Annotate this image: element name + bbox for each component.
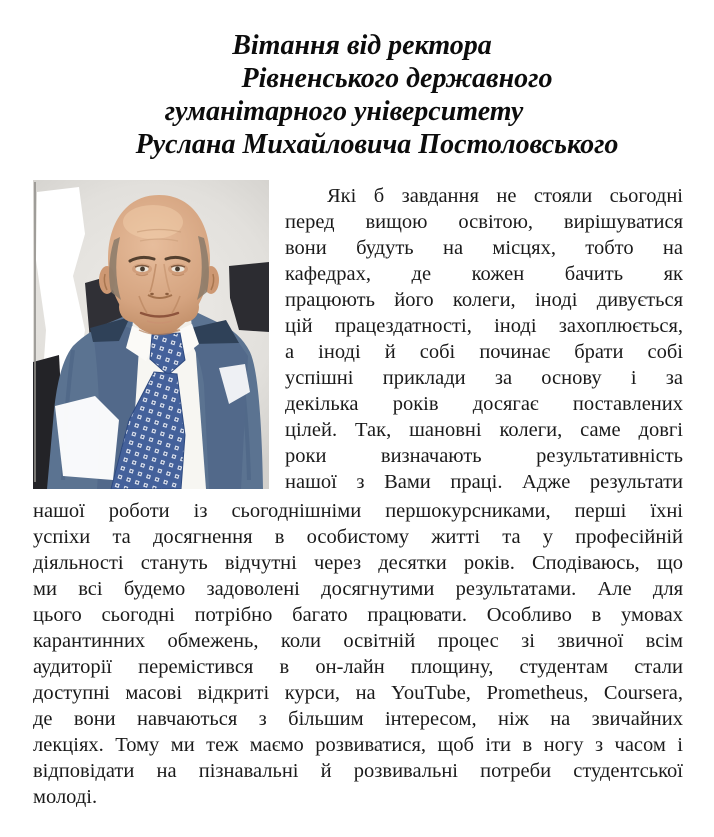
body-text-line: Які б завдання не стояли сьогодні <box>327 185 683 207</box>
title-line: гуманітарного університету <box>164 96 524 127</box>
page-title <box>0 0 714 161</box>
photo-and-text-row <box>33 180 683 495</box>
text-below-photo <box>33 498 683 810</box>
body-text-line: доступні масові відкриті курси, на YouTube, Prometheus, Coursera, <box>33 682 683 704</box>
body-text-line: а іноді й собі починає брати собі <box>285 341 683 363</box>
body-text-line: роки визначають результативність <box>285 445 683 467</box>
body-text-line: відповідати на пізнавальні й розвивальні потреби студентської <box>33 760 683 782</box>
body-text-line: де вони навчаються з більшим інтересом, ніж на звичайних <box>33 708 683 730</box>
body-text-line: цій працездатності, іноді захоплюється, <box>285 315 683 337</box>
body-text-line: молоді. <box>33 786 98 808</box>
title-line: Рівненського державного <box>241 63 553 94</box>
body-text-line: діяльності стануть відчутні через десятки років. Сподіваюсь, що <box>33 552 683 574</box>
body-text-line: цілей. Так, шановні колеги, саме довгі <box>285 419 683 441</box>
content-area <box>33 180 683 810</box>
body-text-line: нашої з Вами праці. Адже результати <box>285 471 683 493</box>
body-text-line: працюють його колеги, іноді дивується <box>285 289 683 311</box>
body-text-line: кафедрах, де кожен бачить як <box>285 263 683 285</box>
body-text-line: лекціях. Тому ми теж маємо розвиватися, щоб іти в ногу з часом і <box>33 734 683 756</box>
body-text-line: перед вищою освітою, вирішуватися <box>285 211 683 233</box>
text-beside-photo <box>269 180 683 495</box>
rector-portrait-photo <box>33 180 269 489</box>
body-text-line: цього сьогодні потрібно багато працювати. Особливо в умовах <box>33 604 683 626</box>
title-line: Вітання від ректора <box>232 30 492 61</box>
title-line: Руслана Михайловича Постоловського <box>135 129 619 160</box>
body-text-line: декілька років досягає поставлених <box>285 393 683 415</box>
body-text-line: успішні приклади за основу і за <box>285 367 683 389</box>
body-text-line: ми всі будемо задоволені досягнутими результатами. Але для <box>33 578 683 600</box>
body-text-line: вони будуть на місцях, тобто на <box>285 237 683 259</box>
body-text-line: аудиторії перемістився в он-лайн площину, студентам стали <box>33 656 683 678</box>
body-text-line: карантинних обмежень, коли освітній процес зі звичної всім <box>33 630 683 652</box>
body-text-line: нашої роботи із сьогоднішніми першокурсниками, перші їхні <box>33 500 683 522</box>
body-text-line: успіхи та досягнення в особистому житті та у професійній <box>33 526 683 548</box>
